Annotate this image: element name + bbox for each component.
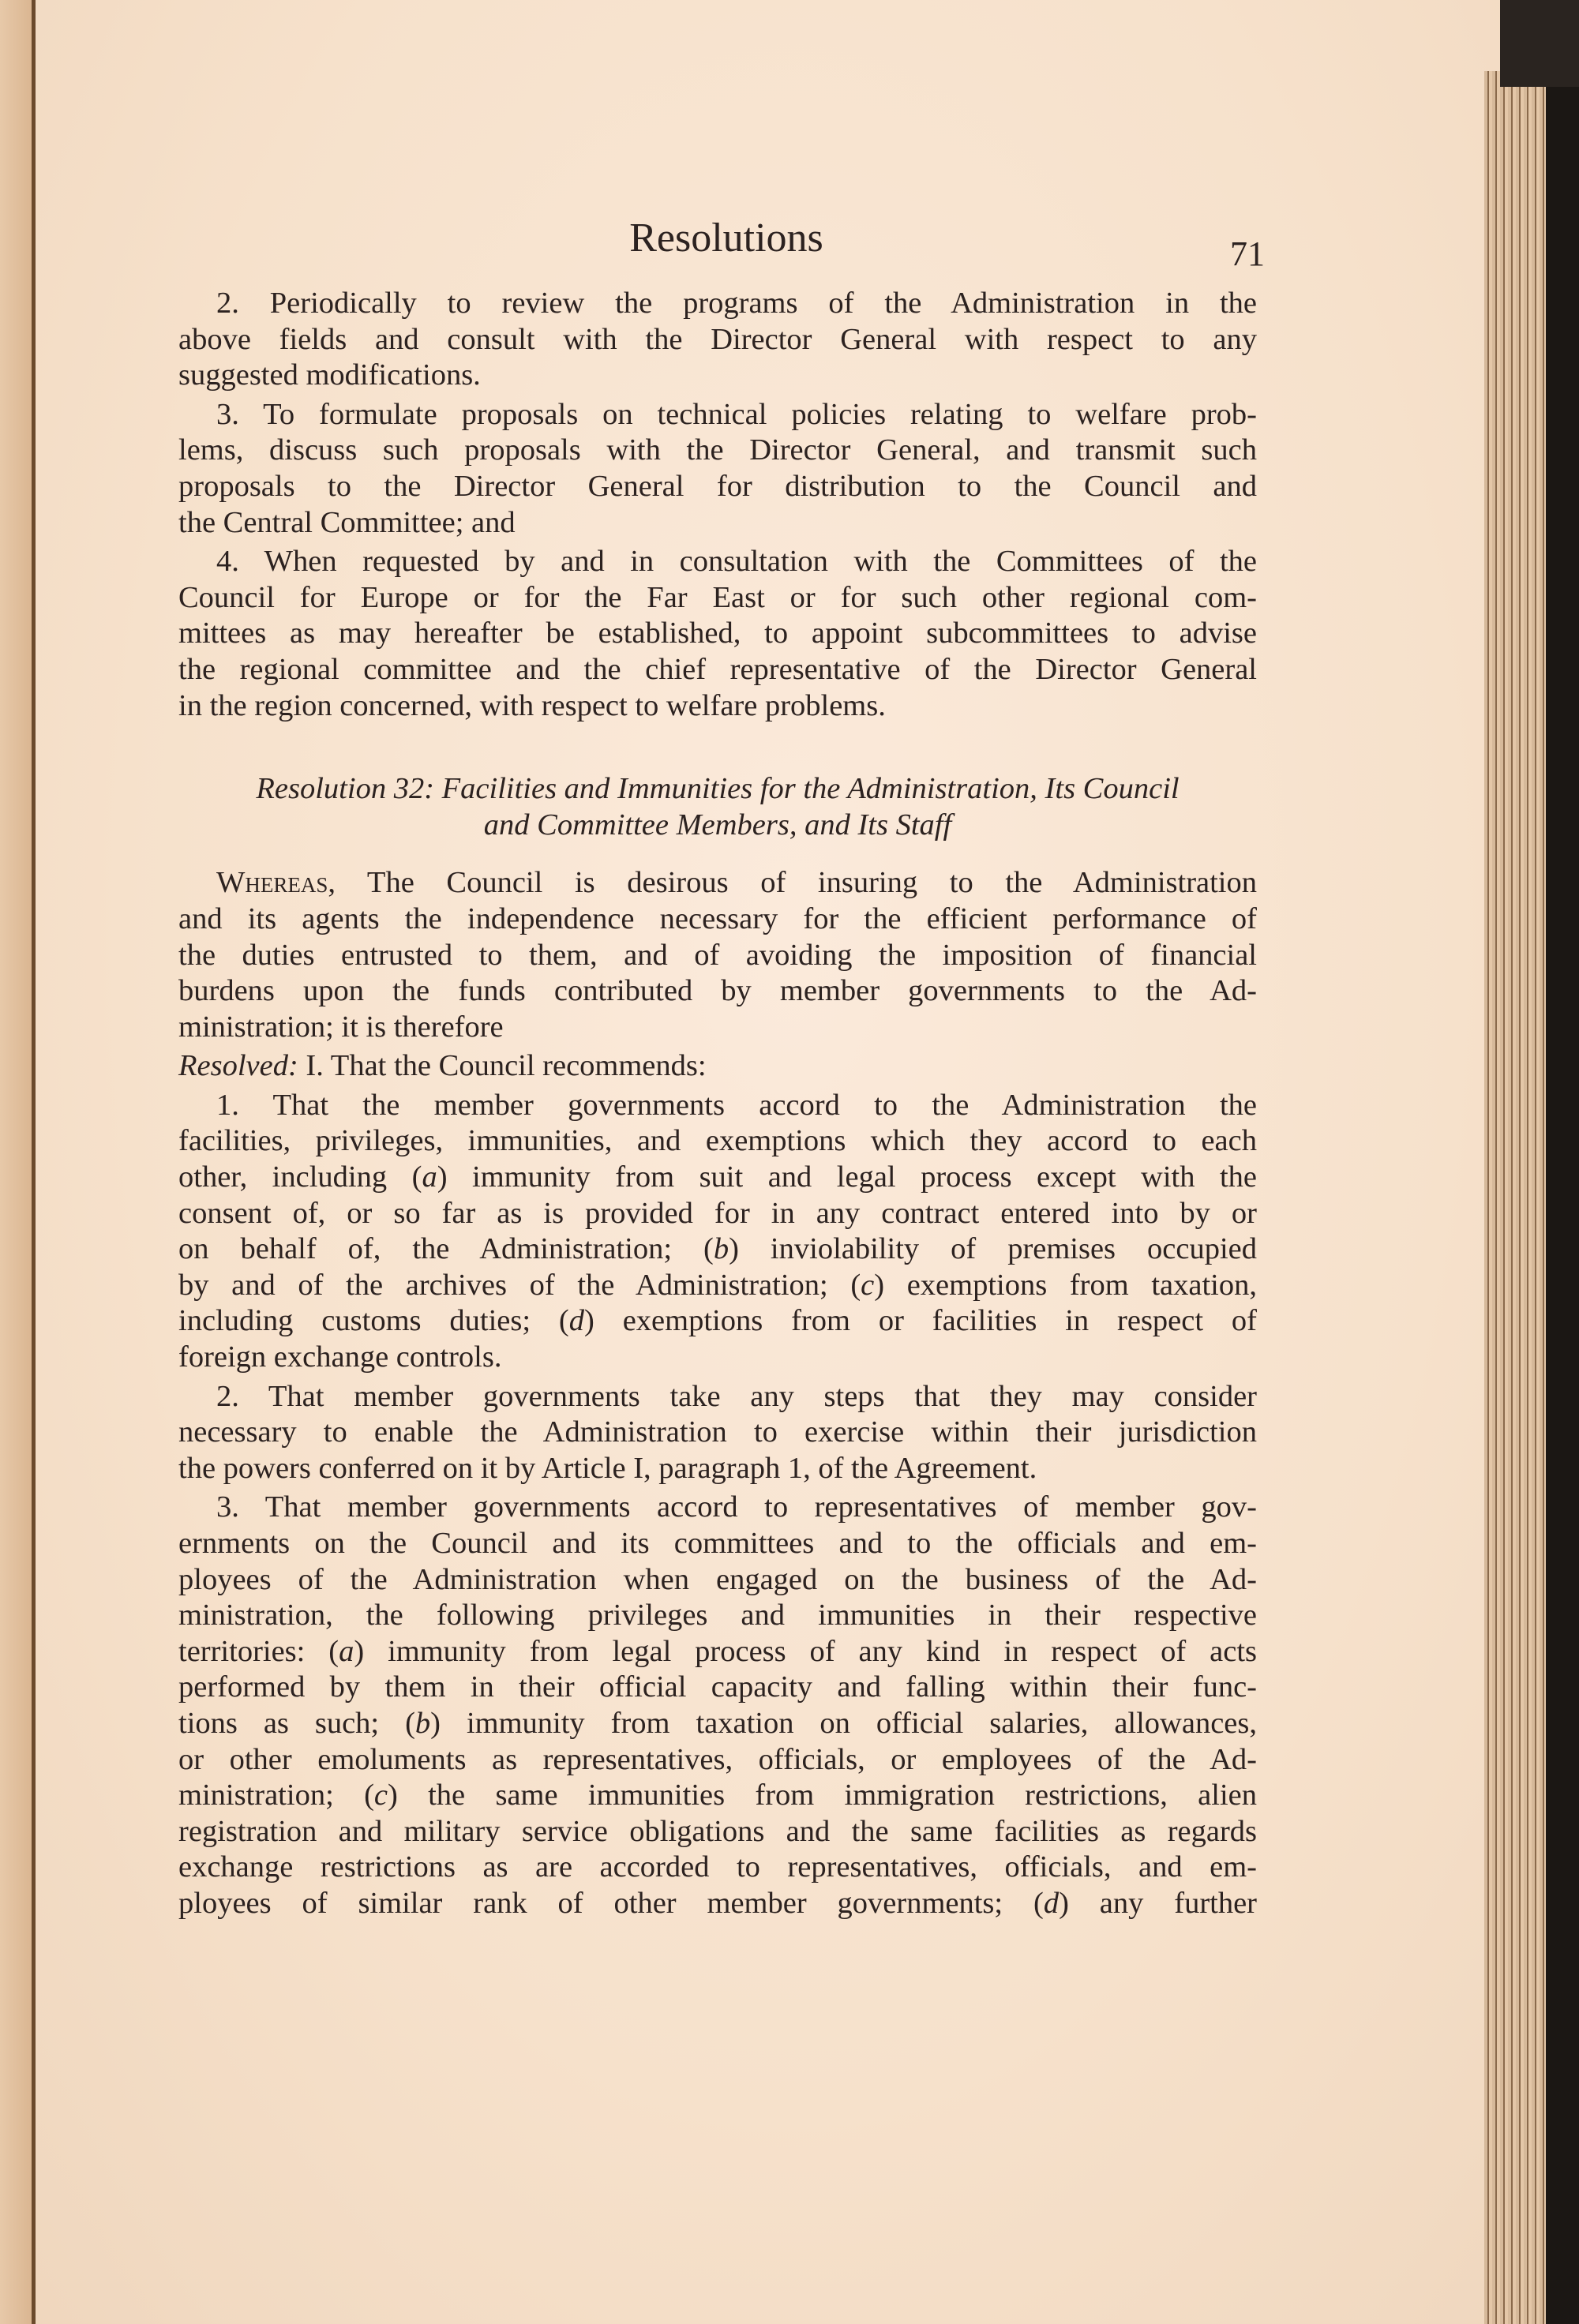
text-line: [178, 433, 1257, 469]
scan-corner: [1500, 0, 1579, 87]
paragraph: [178, 397, 1257, 541]
text-segment: ernments on the Council and its committees and to the officials and em-: [178, 1527, 1257, 1560]
text-line: [178, 938, 1257, 974]
text-segment: 2. Periodically to review the programs of the Administration in the: [216, 287, 1257, 320]
text-line: [178, 1268, 1257, 1304]
text-line: [178, 1340, 1257, 1376]
scan-background: [1546, 0, 1579, 2324]
resolution-heading: [178, 771, 1257, 843]
text-line: [178, 865, 1257, 901]
text-line: [178, 1415, 1257, 1451]
page-edges: [1484, 71, 1547, 2324]
text-segment: ministration; (: [178, 1779, 374, 1812]
text-segment: or other emoluments as representatives, officials, or employees of the Ad-: [178, 1742, 1257, 1776]
text-segment: d: [568, 1304, 585, 1338]
text-segment: c: [373, 1779, 388, 1812]
text-segment: the Central Committee; and: [178, 505, 516, 539]
text-segment: in the region concerned, with respect to welfare problems.: [178, 688, 886, 722]
text-line: [178, 1562, 1257, 1599]
text-segment: on behalf of, the Administration; (: [178, 1232, 714, 1266]
text-segment: ) any further: [1059, 1886, 1257, 1920]
text-line: [178, 358, 1257, 394]
text-line: [178, 973, 1257, 1010]
text-line: [178, 1196, 1257, 1232]
book-gutter: [0, 0, 35, 2324]
text-segment: the duties entrusted to them, and of avoiding the imposition of financial: [178, 938, 1257, 972]
text-line: [178, 1010, 1257, 1046]
text-line: [178, 1634, 1257, 1670]
text-line: [178, 1814, 1257, 1850]
text-segment: , The Council is desirous of insuring to the Administration: [328, 866, 1257, 900]
paragraph: [178, 286, 1257, 394]
text-segment: tions as such; (: [178, 1706, 415, 1740]
text-segment: the regional committee and the chief representative of the Director General: [178, 652, 1257, 686]
text-segment: above fields and consult with the Director General with respect to any: [178, 322, 1257, 356]
paragraph: [178, 544, 1257, 724]
text-line: [178, 1048, 1257, 1085]
text-segment: ) immunity from legal process of any kind in respect of acts: [354, 1634, 1257, 1668]
text-line: [178, 469, 1257, 505]
text-segment: a: [339, 1634, 354, 1668]
text-segment: I. That the Council recommends:: [298, 1049, 707, 1083]
text-segment: 4. When requested by and in consultation with the Committees of the: [216, 545, 1257, 579]
text-line: [178, 286, 1257, 322]
text-segment: lems, discuss such proposals with the Director General, and transmit such: [178, 433, 1257, 467]
page-number: 71: [1230, 234, 1265, 273]
paragraph: [178, 1490, 1257, 1921]
text-line: [178, 1303, 1257, 1340]
text-line: [178, 1160, 1257, 1196]
text-line: [178, 1526, 1257, 1562]
text-segment: Whereas: [216, 866, 328, 900]
text-line: [178, 652, 1257, 688]
text-line: [178, 1598, 1257, 1634]
text-segment: 2. That member governments take any steps that they may consider: [216, 1379, 1257, 1413]
text-segment: ministration; it is therefore: [178, 1010, 504, 1044]
binding-edge: [32, 0, 36, 2324]
text-segment: ) inviolability of premises occupied: [729, 1232, 1257, 1266]
text-line: [178, 1451, 1257, 1487]
text-segment: 3. To formulate proposals on technical policies relating to welfare prob-: [216, 397, 1257, 431]
text-line: [178, 688, 1257, 725]
text-segment: c: [861, 1268, 875, 1302]
paragraph: [178, 1088, 1257, 1376]
text-column: [178, 286, 1257, 1925]
text-segment: ministration, the following privileges and immunities in their respective: [178, 1599, 1257, 1632]
text-segment: by and of the archives of the Administration; (: [178, 1268, 861, 1302]
text-segment: foreign exchange controls.: [178, 1340, 502, 1374]
text-line: [178, 1778, 1257, 1814]
text-segment: ) the same immunities from immigration restrictions, alien: [387, 1779, 1257, 1812]
text-line: [178, 1379, 1257, 1415]
text-segment: 3. That member governments accord to representatives of member gov-: [216, 1490, 1257, 1524]
text-line: [178, 397, 1257, 433]
text-segment: performed by them in their official capacity and falling within their func-: [178, 1670, 1257, 1704]
text-segment: 1. That the member governments accord to the Administration the: [216, 1088, 1257, 1122]
text-segment: ployees of the Administration when engaged on the business of the Ad-: [178, 1562, 1257, 1596]
text-segment: facilities, privileges, immunities, and exemptions which they accord to each: [178, 1124, 1257, 1158]
text-line: [178, 1850, 1257, 1886]
text-segment: mittees as may hereafter be established, to appoint subcommittees to advise: [178, 617, 1257, 650]
text-segment: burdens upon the funds contributed by member governments to the Ad-: [178, 974, 1257, 1008]
text-line: [178, 1490, 1257, 1526]
text-line: [178, 1742, 1257, 1779]
text-segment: consent of, or so far as is provided for in any contract entered into by or: [178, 1196, 1257, 1230]
running-head: Resolutions: [629, 216, 823, 261]
text-segment: suggested modifications.: [178, 358, 481, 392]
text-segment: Resolved:: [178, 1049, 298, 1083]
text-segment: ) exemptions from taxation,: [874, 1268, 1257, 1302]
text-line: [178, 808, 1257, 844]
text-segment: the powers conferred on it by Article I, paragraph 1, of the Agreement.: [178, 1451, 1037, 1485]
text-segment: exchange restrictions as are accorded to representatives, officials, and em-: [178, 1850, 1257, 1884]
paragraph: [178, 1379, 1257, 1487]
text-segment: and its agents the independence necessary for the efficient performance of: [178, 901, 1257, 935]
text-line: [178, 901, 1257, 938]
text-line: [178, 1088, 1257, 1124]
text-segment: and Committee Members, and Its Staff: [483, 808, 952, 842]
text-segment: including customs duties; (: [178, 1304, 569, 1338]
text-segment: ) exemptions from or facilities in respect of: [584, 1304, 1258, 1338]
paragraph: [178, 1048, 1257, 1085]
text-line: [178, 1706, 1257, 1742]
text-segment: proposals to the Director General for distribution to the Council and: [178, 469, 1257, 503]
text-line: [178, 1670, 1257, 1706]
text-line: [178, 505, 1257, 542]
text-line: [178, 1886, 1257, 1922]
paragraph: [178, 865, 1257, 1045]
text-segment: b: [713, 1232, 729, 1266]
text-line: [178, 544, 1257, 580]
text-segment: Council for Europe or for the Far East or for such other regional com-: [178, 580, 1257, 614]
text-line: [178, 322, 1257, 358]
text-segment: d: [1043, 1886, 1060, 1920]
text-line: [178, 771, 1257, 808]
text-segment: ) immunity from suit and legal process except with the: [437, 1160, 1257, 1194]
text-segment: Resolution 32: Facilities and Immunities for the Administration, Its Council: [256, 772, 1180, 806]
text-segment: registration and military service obligations and the same facilities as regards: [178, 1814, 1257, 1848]
text-line: [178, 580, 1257, 617]
text-line: [178, 1123, 1257, 1160]
text-segment: b: [414, 1706, 431, 1740]
text-segment: other, including (: [178, 1160, 422, 1194]
text-segment: ployees of similar rank of other member governments; (: [178, 1886, 1044, 1920]
text-line: [178, 1231, 1257, 1268]
text-segment: ) immunity from taxation on official salaries, allowances,: [430, 1706, 1257, 1740]
text-segment: a: [422, 1160, 437, 1194]
text-segment: necessary to enable the Administration to exercise within their jurisdiction: [178, 1415, 1257, 1449]
text-segment: territories: (: [178, 1634, 339, 1668]
text-line: [178, 616, 1257, 652]
